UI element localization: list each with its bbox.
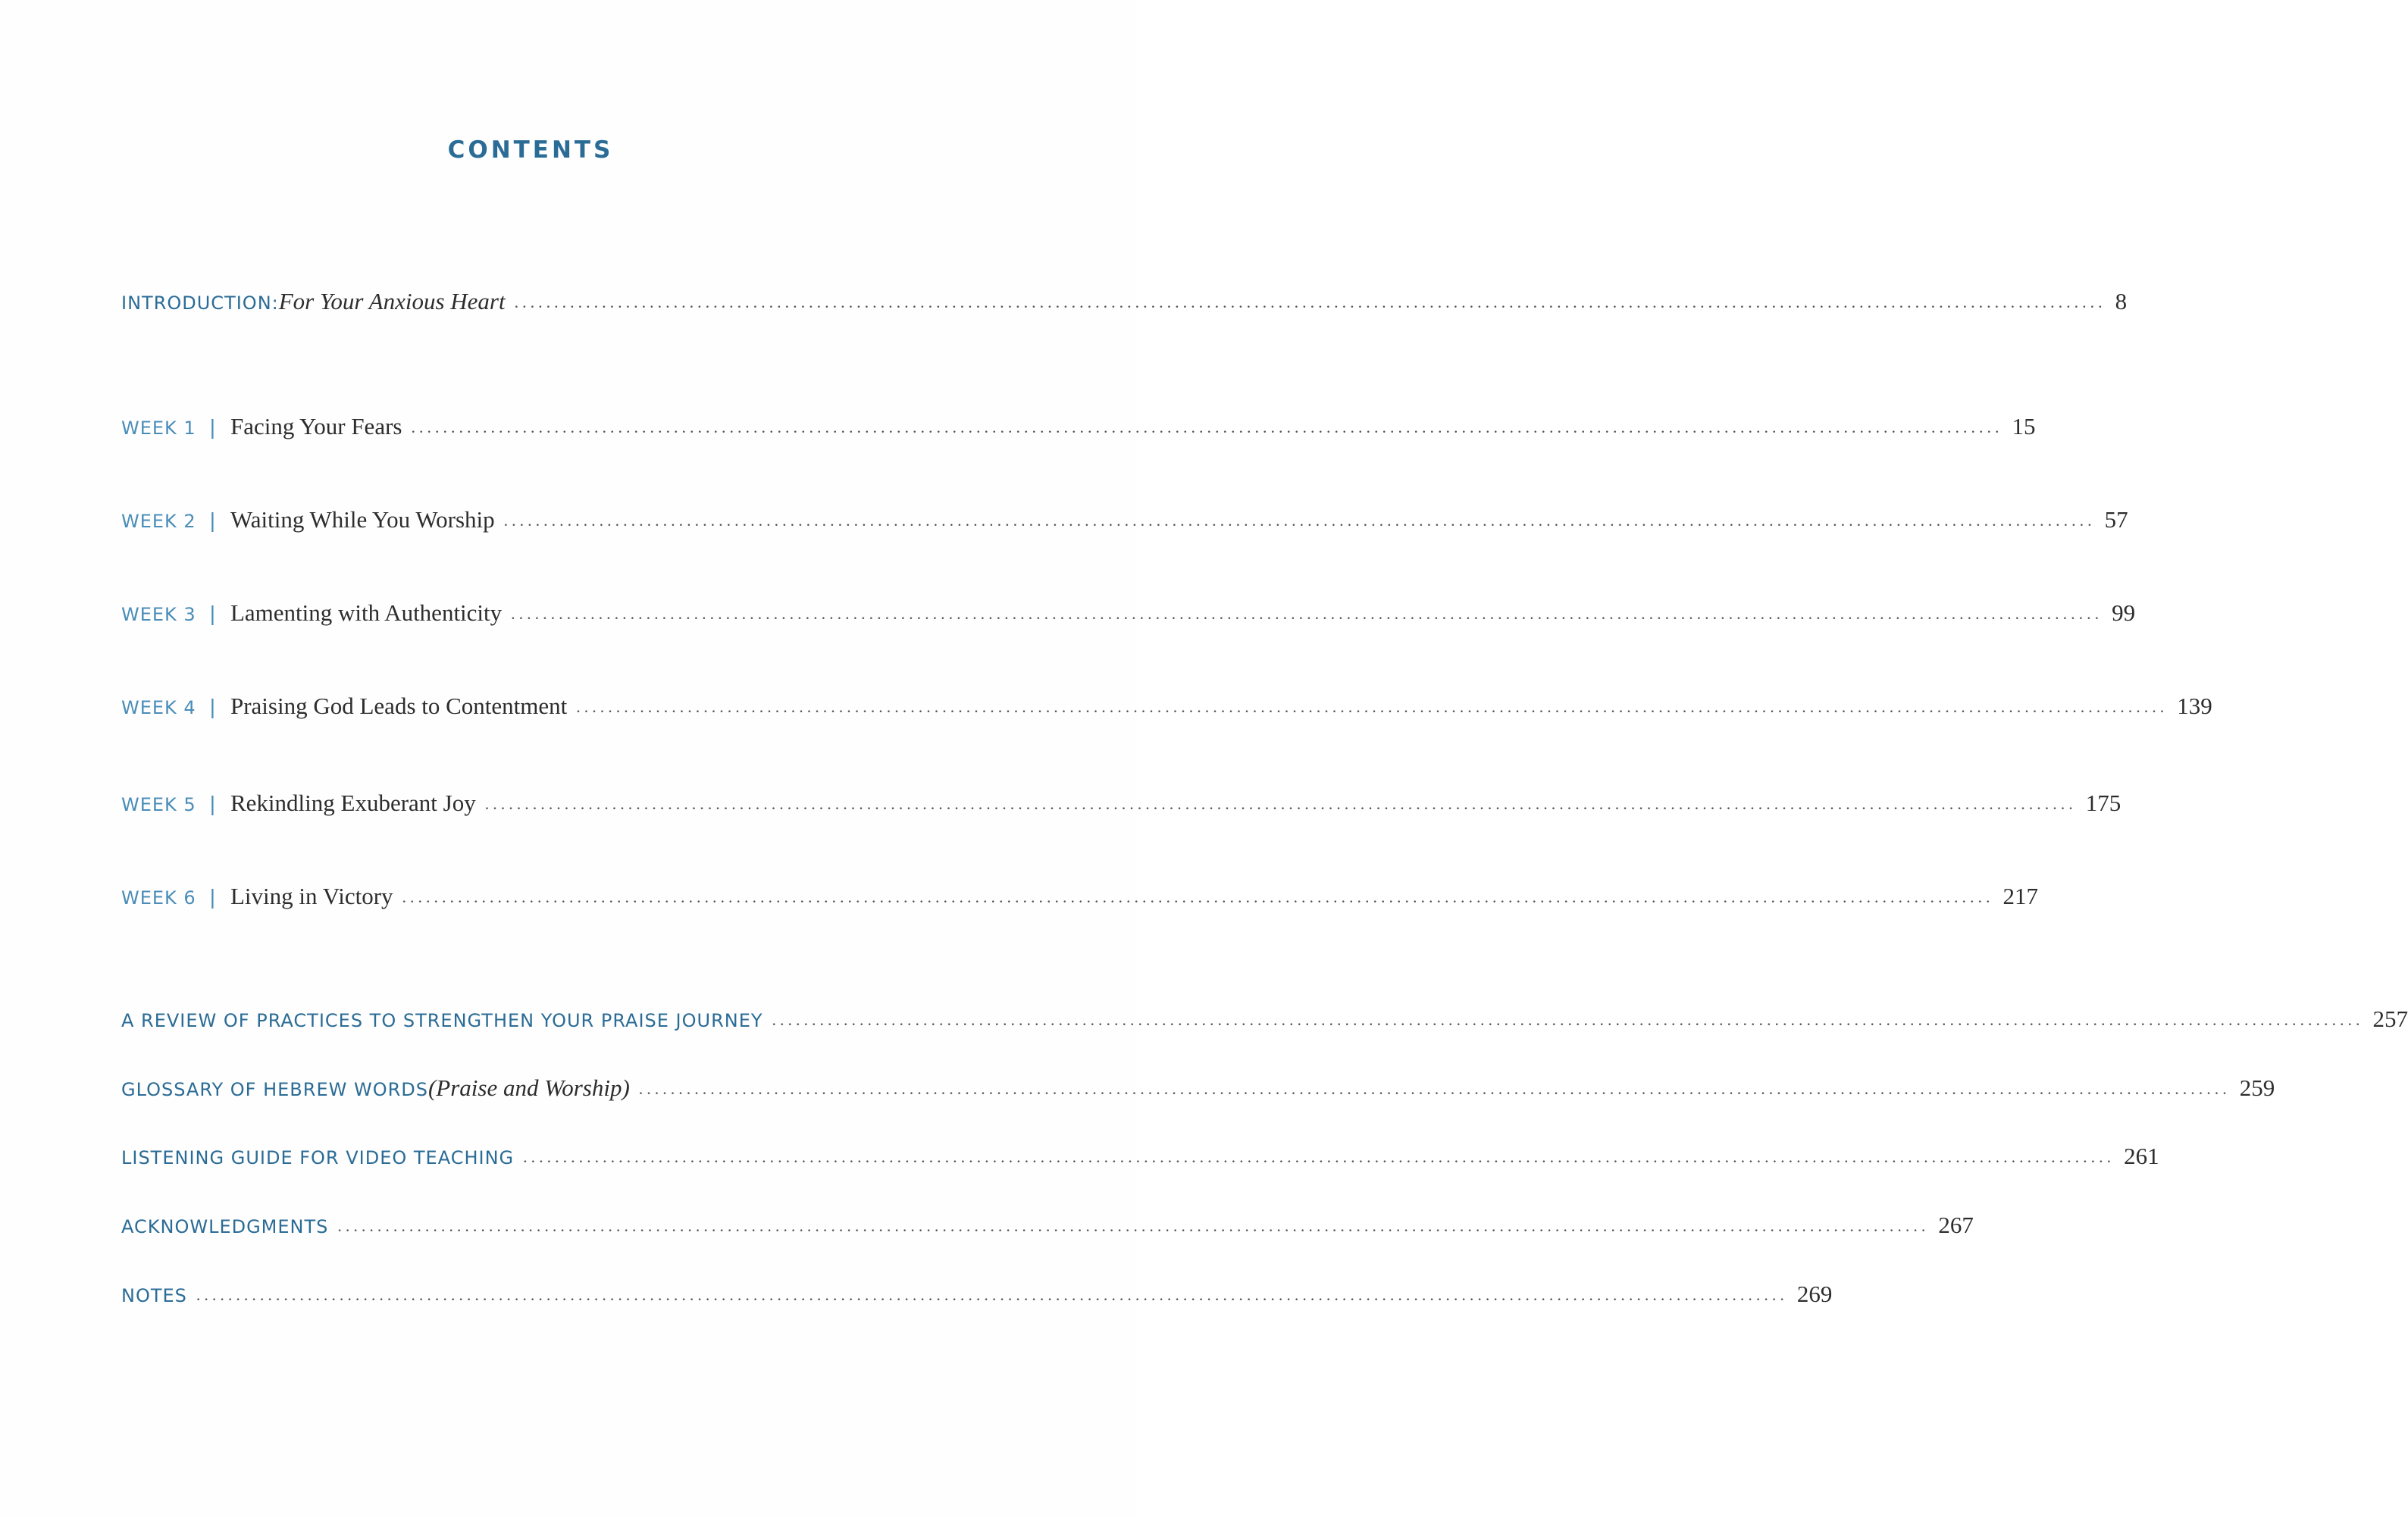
separator: |: [209, 792, 215, 815]
separator: |: [209, 508, 215, 532]
week-label: WEEK 4: [121, 697, 196, 718]
back-matter-label: LISTENING GUIDE FOR VIDEO TEACHING: [121, 1147, 515, 1168]
week-title: Facing Your Fears: [230, 413, 402, 439]
week-label: WEEK 2: [121, 511, 196, 532]
week-title: Lamenting with Authenticity: [230, 599, 503, 626]
week-label: WEEK 6: [121, 887, 196, 909]
dot-leader: ........................................................................................................................................................................................................: [411, 418, 2003, 436]
back-matter-label: ACKNOWLEDGMENTS: [121, 1216, 329, 1237]
toc-entry-week-2[interactable]: [121, 506, 2128, 533]
introduction-subtitle: For Your Anxious Heart: [278, 288, 506, 314]
page-title: CONTENTS: [447, 136, 614, 164]
page-number: 99: [2112, 599, 2136, 626]
week-label: WEEK 5: [121, 794, 196, 815]
week-title: Rekindling Exuberant Joy: [230, 790, 476, 816]
back-matter-label: A REVIEW OF PRACTICES TO STRENGTHEN YOUR PRAISE JOURNEY: [121, 1010, 763, 1031]
separator: |: [209, 602, 215, 625]
dot-leader: ........................................................................................................................................................................................................: [402, 887, 1994, 906]
dot-leader: ........................................................................................................................................................................................................: [503, 511, 2096, 530]
dot-leader: ........................................................................................................................................................................................................: [523, 1147, 2115, 1166]
toc-entry-glossary[interactable]: [121, 1074, 2275, 1102]
toc-entry-acknowledgments[interactable]: [121, 1212, 1974, 1239]
dot-leader: ........................................................................................................................................................................................................: [772, 1010, 2364, 1029]
back-matter-subtitle: (Praise and Worship): [427, 1074, 630, 1101]
week-title: Waiting While You Worship: [230, 506, 495, 533]
dot-leader: ........................................................................................................................................................................................................: [196, 1285, 1788, 1304]
dot-leader: ........................................................................................................................................................................................................: [484, 794, 2077, 813]
back-matter-label: GLOSSARY OF HEBREW WORDS: [121, 1079, 428, 1100]
page-number: 267: [1938, 1212, 1974, 1238]
week-title: Living in Victory: [230, 883, 393, 909]
week-label: WEEK 3: [121, 604, 196, 625]
toc-entry-week-1[interactable]: [121, 413, 2036, 440]
page-number: 139: [2177, 693, 2212, 719]
toc-entry-introduction[interactable]: [121, 288, 2128, 315]
dot-leader: ........................................................................................................................................................................................................: [514, 292, 2106, 311]
page-number: 8: [2115, 288, 2128, 314]
toc-entry-listening-guide[interactable]: [121, 1143, 2159, 1170]
toc-entry-week-3[interactable]: [121, 599, 2136, 627]
page-number: 269: [1796, 1281, 1833, 1307]
week-title: Praising God Leads to Contentment: [230, 693, 568, 719]
week-label: WEEK 1: [121, 418, 196, 439]
dot-leader: ........................................................................................................................................................................................................: [511, 604, 2103, 623]
introduction-label: INTRODUCTION:: [121, 292, 279, 314]
toc-entry-notes[interactable]: [121, 1281, 1833, 1308]
separator: |: [209, 415, 215, 439]
page-number: 259: [2239, 1074, 2275, 1101]
back-matter-label: NOTES: [121, 1285, 187, 1306]
page-number: 175: [2085, 790, 2121, 816]
toc-entry-week-5[interactable]: [121, 790, 2121, 817]
page-number: 15: [2012, 413, 2036, 439]
toc-entry-review-of-practices[interactable]: [121, 1006, 2408, 1033]
dot-leader: ........................................................................................................................................................................................................: [638, 1079, 2231, 1098]
dot-leader: ........................................................................................................................................................................................................: [337, 1216, 1930, 1235]
page-number: 257: [2372, 1006, 2408, 1032]
toc-entry-week-4[interactable]: [121, 693, 2212, 720]
page-number: 261: [2124, 1143, 2159, 1169]
page-number: 57: [2104, 506, 2128, 533]
dot-leader: ........................................................................................................................................................................................................: [576, 697, 2168, 716]
separator: |: [209, 885, 215, 909]
toc-entry-week-6[interactable]: [121, 883, 2039, 910]
separator: |: [209, 695, 215, 718]
page-number: 217: [2002, 883, 2039, 909]
